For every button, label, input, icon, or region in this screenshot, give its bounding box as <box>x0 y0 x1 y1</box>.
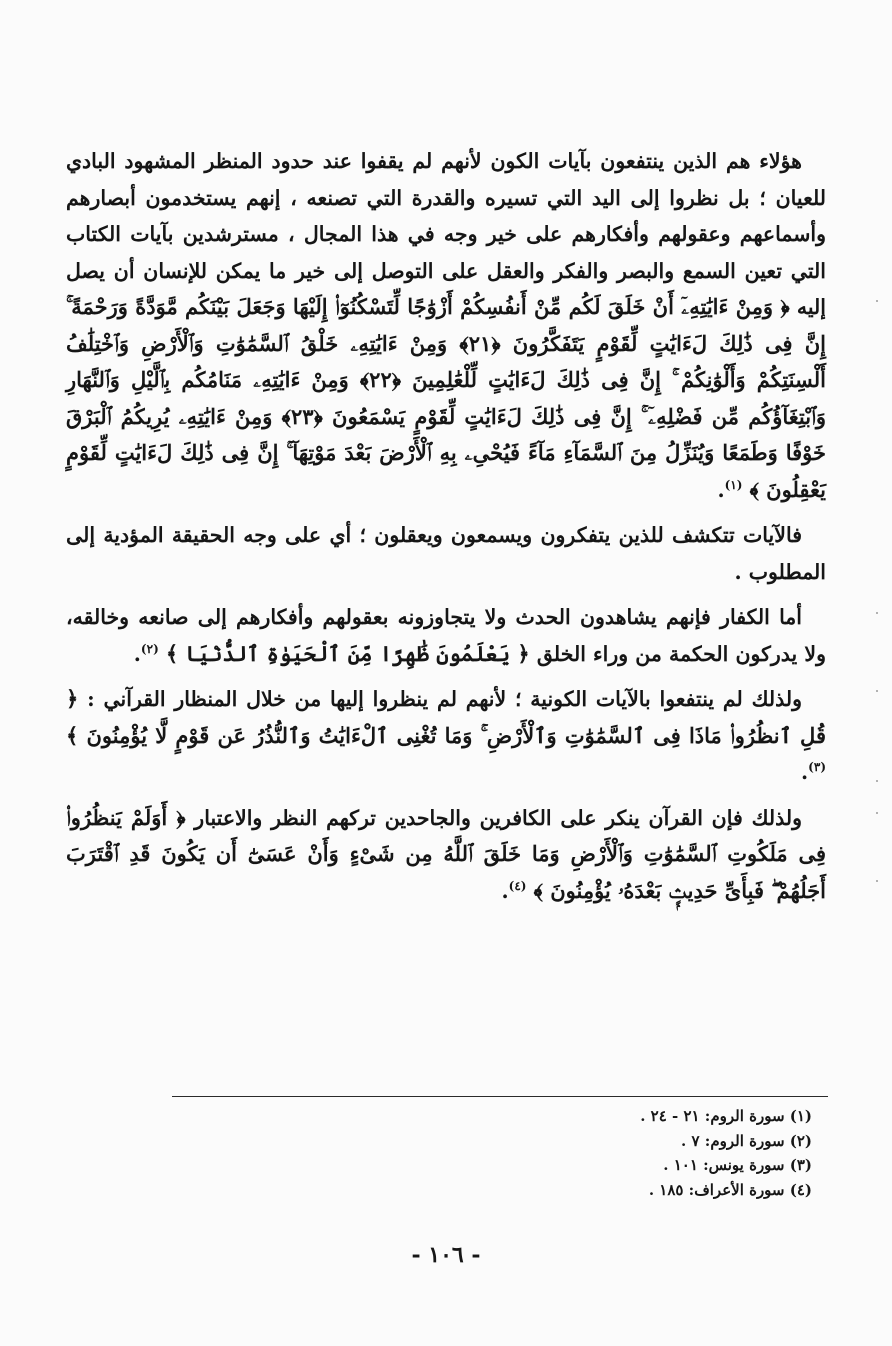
paragraph-3 <box>66 599 826 672</box>
footnote-ref: (١) <box>724 477 743 492</box>
footnote-ref: (٢) <box>140 641 159 656</box>
footnote-1: (١) سورة الروم: ٢١ - ٢٤ . <box>640 1107 812 1125</box>
quran-quote: ﴿ أَوَلَمْ يَنظُرُوا۟ فِى مَلَكُوتِ ٱلسَّمَٰوَٰتِ وَٱلْأَرْضِ وَمَا خَلَقَ ٱللَّهُ مِن شَىْءٍ وَأَنْ عَسَىٰٓ أَن يَكُونَ قَدِ ٱقْتَرَبَ أَجَلُهُمْ ۖ فَبِأَىِّ حَدِيثٍۭ بَعْدَهُۥ يُؤْمِنُونَ ﴾ <box>66 804 826 903</box>
footnote-2: (٢) سورة الروم: ٧ . <box>681 1131 812 1150</box>
footnote-divider <box>172 1096 828 1097</box>
paragraph-text: فالآيات تتكشف للذين يتفكرون ويسمعون ويعقلون ؛ أي على وجه الحقيقة المؤدية إلى المطلوب . <box>66 523 826 584</box>
quran-quote: ﴿ قُلِ ٱنظُرُوا۟ مَاذَا فِى ٱلسَّمَٰوَٰتِ وَٱلْأَرْضِ ۚ وَمَا تُغْنِى ٱلْءَايَٰتُ وَٱلنُّذُرُ عَن قَوْمٍ لَّا يُؤْمِنُونَ ﴾ <box>66 686 826 748</box>
paragraph-5 <box>66 800 826 910</box>
scan-margin-specks <box>876 0 878 1346</box>
footnote-4: (٤) سورة الأعراف: ١٨٥ . <box>648 1180 812 1199</box>
punctuation: . <box>133 641 141 666</box>
body-text <box>66 143 826 918</box>
paragraph-text: ولذلك لم ينتفعوا بالآيات الكونية ؛ لأنهم لم ينظروا إليها من خلال المنظار القرآني : <box>87 687 803 711</box>
punctuation: . <box>717 477 725 502</box>
paragraph-text: هؤلاء هم الذين ينتفعون بآيات الكون لأنهم لم يقفوا عند حدود المنظر المشهود البادي للعيان ؛ بل نظروا إلى اليد التي تسيره والقدرة التي تصنعه ، إنهم يستخدمون أبصارهم وأسماعهم وعقولهم وأفكارهم على خير وجه في هذا المجال ، مسترشدين بآيات الكتاب التي تعين السمع والبصر والفكر والعقل على التوصل إلى خير ما يمكن للإنسان أن يصل إليه <box>66 149 826 319</box>
quran-quote: ﴿ يَعْلَمُونَ ظَٰهِرًا مِّنَ ٱلْحَيَوٰةِ ٱلدُّنْيَا ﴾ <box>165 640 530 666</box>
footnote-ref: (٤) <box>508 878 527 893</box>
paragraph-4 <box>66 681 826 791</box>
paragraph-1 <box>66 143 826 508</box>
page-number: - ١٠٦ - <box>411 1242 481 1268</box>
punctuation: . <box>801 760 809 784</box>
punctuation: . <box>501 878 509 903</box>
footnote-ref: (٣) <box>808 760 826 775</box>
paragraph-2 <box>66 517 826 590</box>
paragraph-text: أما الكفار فإنهم يشاهدون الحدث ولا يتجاوزونه بعقولهم وأفكارهم إلى صانعه وخالقه، ولا يدركون الحكمة من وراء الخلق <box>66 605 826 666</box>
footnote-3: (٣) سورة يونس: ١٠١ . <box>663 1156 812 1174</box>
quran-quote: ﴿ وَمِنْ ءَايَٰتِهِۦٓ أَنْ خَلَقَ لَكُم مِّنْ أَنفُسِكُمْ أَزْوَٰجًا لِّتَسْكُنُوٓا۟ إِلَيْهَا وَجَعَلَ بَيْنَكُم مَّوَدَّةً وَرَحْمَةً ۚ إِنَّ فِى ذَٰلِكَ لَءَايَٰتٍ لِّقَوْمٍ يَتَفَكَّرُونَ ﴿٢١﴾ وَمِنْ ءَايَٰتِهِۦ خَلْقُ ٱلسَّمَٰوَٰتِ وَٱلْأَرْضِ وَٱخْتِلَٰفُ أَلْسِنَتِكُمْ وَأَلْوَٰنِكُمْ ۚ إِنَّ فِى ذَٰلِكَ لَءَايَٰتٍ لِّلْعَٰلِمِينَ ﴿٢٢﴾ وَمِنْ ءَايَٰتِهِۦ مَنَامُكُم بِٱلَّيْلِ وَٱلنَّهَارِ وَٱبْتِغَآؤُكُم مِّن فَضْلِهِۦٓ ۚ إِنَّ فِى ذَٰلِكَ لَءَايَٰتٍ لِّقَوْمٍ يَسْمَعُونَ ﴿٢٣﴾ وَمِنْ ءَايَٰتِهِۦ يُرِيكُمُ ٱلْبَرْقَ خَوْفًا وَطَمَعًا وَيُنَزِّلُ مِنَ ٱلسَّمَآءِ مَآءً فَيُحْىِۦ بِهِ ٱلْأَرْضَ بَعْدَ مَوْتِهَآ ۚ إِنَّ فِى ذَٰلِكَ لَءَايَٰتٍ لِّقَوْمٍ يَعْقِلُونَ ﴾ <box>66 294 826 502</box>
footnotes <box>380 1104 812 1202</box>
paragraph-text: ولذلك فإن القرآن ينكر على الكافرين والجاحدين تركهم النظر والاعتبار <box>194 805 802 830</box>
